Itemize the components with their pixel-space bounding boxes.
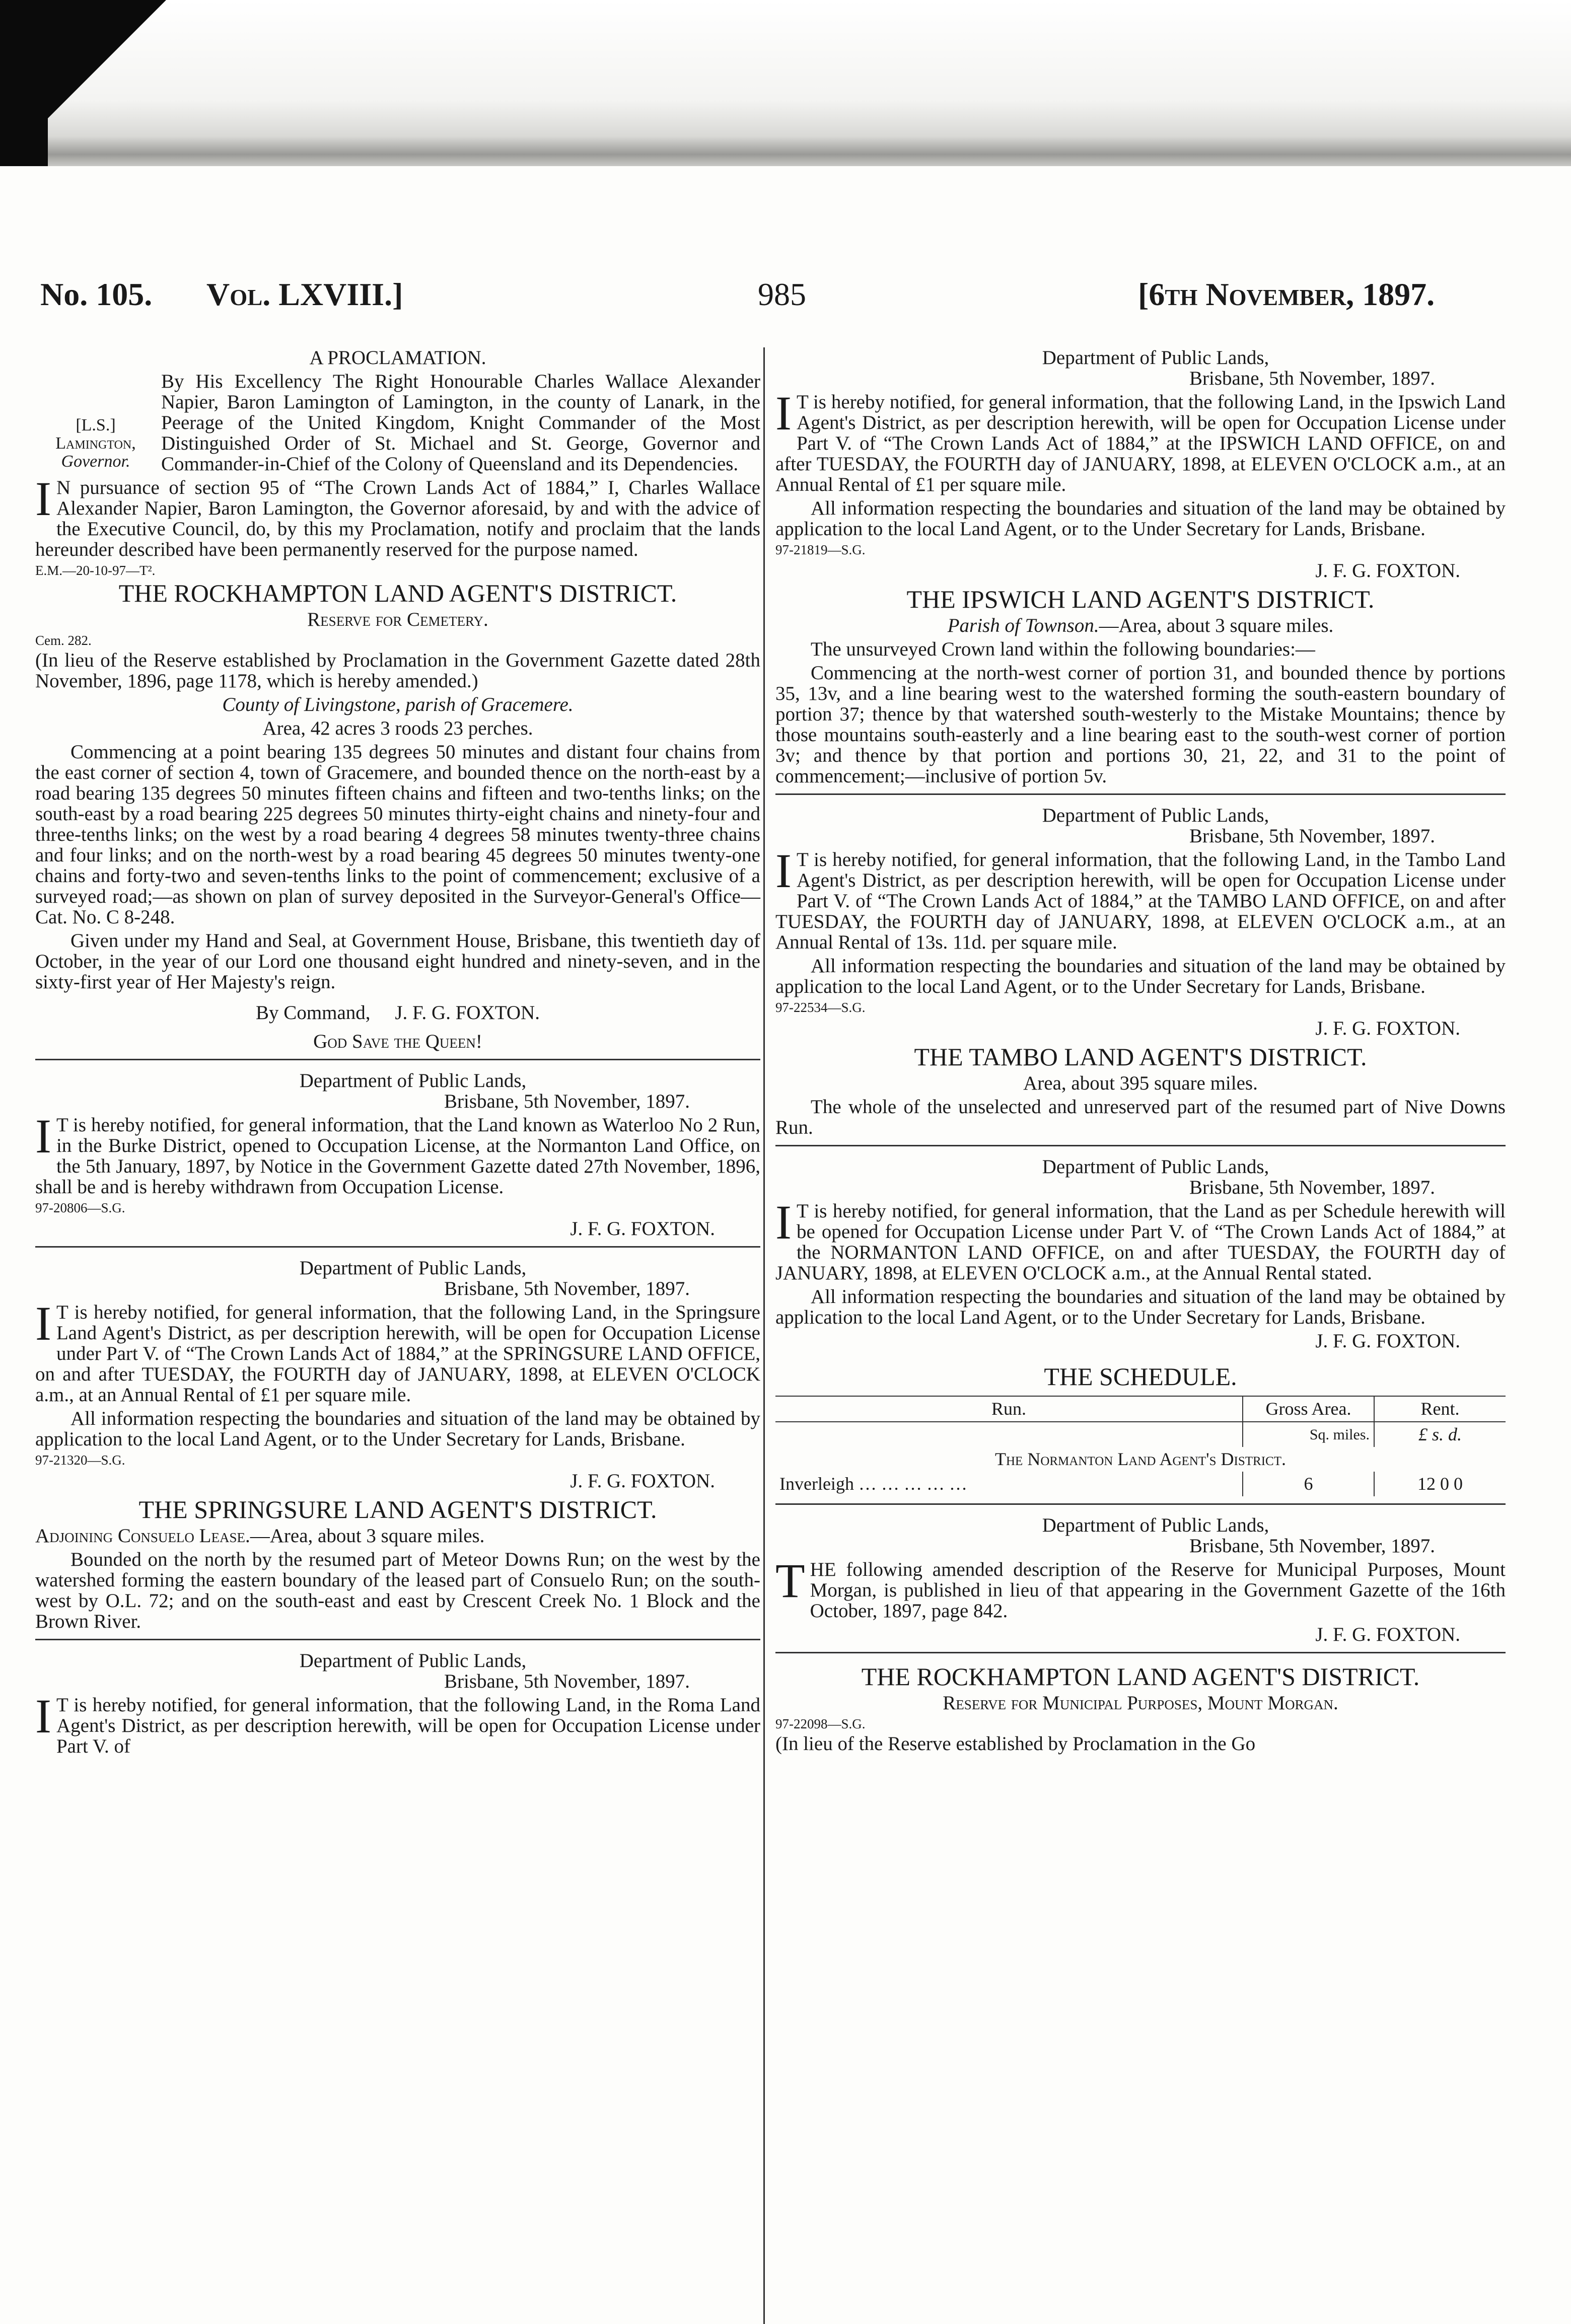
dropcap-i: I xyxy=(35,1296,51,1350)
row-rent: 12 0 0 xyxy=(1374,1472,1506,1496)
notice-signature: J. F. G. FOXTON. xyxy=(570,1218,715,1240)
notice-lieu: (In lieu of the Reserve established by Proclamation in the Go xyxy=(775,1733,1256,1755)
seal-mark: [L.S.] xyxy=(76,416,116,434)
notice-area: —Area, about 3 square miles. xyxy=(250,1525,485,1547)
issue-date: [6th November, 1897. xyxy=(1138,276,1435,312)
separator xyxy=(775,1145,1506,1146)
col-run: Run. xyxy=(775,1396,1243,1422)
schedule-units-row xyxy=(775,1422,1506,1447)
dept-heading: Department of Public Lands, xyxy=(1042,805,1269,826)
notice-body: T is hereby notified, for general information, that the following Land, in the Ipswich Land Agent's District, as per description herewith, will be open for Occupation License under Part V. of “The Crown Lands Act of 1884,” at the IPSWICH LAND OFFICE, on and after TUESDAY, the FOURTH day of JANUARY, 1898, at ELEVEN O'CLOCK a.m., at an Annual Rental of £1 per square mile. xyxy=(775,391,1506,495)
dept-place-date: Brisbane, 5th November, 1897. xyxy=(444,1671,690,1692)
dept-place-date: Brisbane, 5th November, 1897. xyxy=(444,1278,690,1299)
separator xyxy=(775,1503,1506,1505)
cemetery-ref: Cem. 282. xyxy=(35,633,92,648)
notice-springsure xyxy=(35,1258,760,1632)
gazette-header xyxy=(40,276,1521,321)
dept-heading: Department of Public Lands, xyxy=(299,1257,527,1279)
notice-signature: J. F. G. FOXTON. xyxy=(1315,560,1460,582)
notice-roma xyxy=(35,1650,760,1757)
notice-parish: Parish of Townson. xyxy=(947,615,1099,636)
table-row xyxy=(775,1472,1506,1496)
scan-edge-shadow xyxy=(0,0,48,166)
seal-title: Governor. xyxy=(61,452,130,471)
notice-district: THE ROCKHAMPTON LAND AGENT'S DISTRICT. xyxy=(861,1662,1420,1691)
dropcap-i: I xyxy=(775,1195,792,1249)
notice-body: T is hereby notified, for general information, that the following Land, in the Springsure Land Agent's District, as per description herewith, will be open for Occupation License under Part V. of “The Crown Lands Act of 1884,” at the SPRINGSURE LAND OFFICE, on and after TUESDAY, the FOURTH day of JANUARY, 1898, at ELEVEN O'CLOCK a.m., at an Annual Rental of £1 per square mile. xyxy=(35,1301,760,1406)
schedule-district-row xyxy=(775,1447,1506,1472)
separator xyxy=(35,1639,760,1640)
dept-place-date: Brisbane, 5th November, 1897. xyxy=(1189,1535,1435,1557)
dept-heading: Department of Public Lands, xyxy=(299,1070,527,1092)
row-area: 6 xyxy=(1243,1472,1374,1496)
proclamation-lieu: (In lieu of the Reserve established by Proclamation in the Government Gazette dated 28th November, 1896, page 1178, which is hereby amended.) xyxy=(35,649,760,692)
notice-signature: J. F. G. FOXTON. xyxy=(1315,1330,1460,1352)
column-divider xyxy=(763,347,765,2324)
proclamation xyxy=(35,347,760,1052)
proclamation-byline: By His Excellency The Right Honourable Charles Wallace Alexander Napier, Baron Lamington of Lamington, in the county of Lanark, in the Peerage of the United Kingdom, Knight Commander of the Most Distinguished Order of St. Michael and St. George, Governor and Commander-in-Chief of the Colony of Queensland and its Dependencies. xyxy=(161,371,760,475)
unit-rent: £ s. d. xyxy=(1374,1422,1506,1447)
notice-mount-morgan xyxy=(775,1515,1506,1754)
notice-ipswich xyxy=(775,347,1506,786)
notice-ref: 97-22534—S.G. xyxy=(775,1000,866,1015)
page-number: 985 xyxy=(758,276,806,312)
seal-block xyxy=(35,371,156,477)
proclamation-district: THE ROCKHAMPTON LAND AGENT'S DISTRICT. xyxy=(118,579,677,607)
col-rent: Rent. xyxy=(1374,1396,1506,1422)
dept-heading: Department of Public Lands, xyxy=(299,1650,527,1672)
notice-ref: 97-22098—S.G. xyxy=(775,1716,866,1731)
proclamation-area: Area, 42 acres 3 roods 23 perches. xyxy=(262,717,533,739)
notice-signature: J. F. G. FOXTON. xyxy=(570,1470,715,1492)
notice-desc: The whole of the unselected and unreserved part of the resumed part of Nive Downs Run. xyxy=(775,1096,1506,1138)
notice-ref: 97-20806—S.G. xyxy=(35,1200,125,1215)
row-run: Inverleigh … … … … … xyxy=(779,1474,967,1494)
dept-heading: Department of Public Lands, xyxy=(1042,1514,1269,1536)
proclamation-signature: J. F. G. FOXTON. xyxy=(395,1002,540,1024)
dept-place-date: Brisbane, 5th November, 1897. xyxy=(1189,825,1435,847)
notice-district: THE SPRINGSURE LAND AGENT'S DISTRICT. xyxy=(138,1495,657,1523)
notice-waterloo xyxy=(35,1070,760,1239)
dept-place-date: Brisbane, 5th November, 1897. xyxy=(444,1091,690,1112)
notice-lead: The unsurveyed Crown land within the following boundaries:— xyxy=(811,638,1315,660)
proclamation-subtitle: Reserve for Cemetery. xyxy=(307,609,488,630)
separator xyxy=(775,1652,1506,1653)
dropcap-t: T xyxy=(775,1554,805,1608)
notice-body: T is hereby notified, for general information, that the following Land, in the Tambo Land Agent's District, as per description herewith, will be open for Occupation License under Part V. of “The Crown Lands Act of 1884,” at the TAMBO LAND OFFICE, on and after TUESDAY, the FOURTH day of JANUARY, 1898, at ELEVEN O'CLOCK a.m., at an Annual Rental of 13s. 11d. per square mile. xyxy=(775,849,1506,953)
dropcap-i: I xyxy=(775,844,792,898)
notice-body: T is hereby notified, for general information, that the Land known as Waterloo No 2 Run, in the Burke District, opened to Occupation License, at the Normanton Land Office, on the 5th January, 1897, by Notice in the Government Gazette dated 27th November, 1896, shall be and is hereby withdrawn from Occupation License. xyxy=(35,1114,760,1198)
by-command: By Command, xyxy=(256,1002,371,1024)
dropcap-i: I xyxy=(35,472,51,526)
dept-heading: Department of Public Lands, xyxy=(1042,1156,1269,1178)
notice-body: HE following amended description of the Reserve for Municipal Purposes, Mount Morgan, is published in lieu of that appearing in the Government Gazette of the 16th October, 1897, page 842. xyxy=(810,1559,1506,1622)
notice-info: All information respecting the boundaries and situation of the land may be obtained by application to the local Land Agent, or to the Under Secretary for Lands, Brisbane. xyxy=(35,1408,760,1450)
notice-ref: 97-21819—S.G. xyxy=(775,542,866,557)
notice-area: —Area, about 3 square miles. xyxy=(1099,615,1334,636)
notice-area: Area, about 395 square miles. xyxy=(1023,1072,1258,1094)
notice-subtitle: Adjoining Consuelo Lease. xyxy=(35,1525,250,1547)
notice-district: THE TAMBO LAND AGENT'S DISTRICT. xyxy=(914,1043,1367,1071)
notice-info: All information respecting the boundaries and situation of the land may be obtained by application to the local Land Agent, or to the Under Secretary for Lands, Brisbane. xyxy=(775,497,1506,540)
proclamation-command xyxy=(35,1002,760,1023)
separator xyxy=(35,1246,760,1248)
proclamation-description: Commencing at a point bearing 135 degrees 50 minutes and distant four chains from the east corner of section 4, town of Gracemere, and bounded thence on the north-east by a road bearing 135 degrees 50 minutes fifteen chains and fifteen and two-tenths links; on the south-east by a road bearing 225 degrees 50 minutes thirty-eight chains and ninety-four and three-tenths links; on the west by a road bearing 4 degrees 58 minutes twenty-three chains and four links; and on the north-west by a road bearing 45 degrees 50 minutes twenty-one chains and forty-two and seven-tenths links to the point of commencement; exclusive of a surveyed road;—as shown on plan of survey deposited in the Surveyor-General's Office—Cat. No. C 8-248. xyxy=(35,741,760,928)
proclamation-given: Given under my Hand and Seal, at Government House, Brisbane, this twentieth day of October, in the year of our Lord one thousand eight hundred and ninety-seven, and in the sixty-first year of Her Majesty's reign. xyxy=(35,930,760,993)
unit-area: Sq. miles. xyxy=(1243,1422,1374,1447)
proclamation-ref: E.M.—20-10-97—T². xyxy=(35,563,156,578)
separator xyxy=(35,1059,760,1060)
notice-signature: J. F. G. FOXTON. xyxy=(1315,1018,1460,1039)
scan-margin xyxy=(0,0,1571,166)
dropcap-i: I xyxy=(775,386,792,440)
issue-number: No. 105. xyxy=(40,276,153,312)
seal-name: Lamington, xyxy=(55,434,136,453)
proclamation-county: County of Livingstone, parish of Gracemere. xyxy=(222,694,574,715)
notice-ref: 97-21320—S.G. xyxy=(35,1452,125,1468)
dropcap-i: I xyxy=(35,1109,51,1163)
notice-bounds: Bounded on the north by the resumed part of Meteor Downs Run; on the west by the watershed forming the eastern boundary of the leased part of Consuelo Run; on the south-west by O.L. 72; and on the south-east and east by Crescent Creek No. 1 Block and the Brown River. xyxy=(35,1549,760,1632)
notice-district: THE IPSWICH LAND AGENT'S DISTRICT. xyxy=(906,585,1375,613)
notice-body: T is hereby notified, for general information, that the following Land, in the Roma Land Agent's District, as per description herewith, will be open for Occupation License under Part V. of xyxy=(56,1694,760,1757)
god-save-the-queen: God Save the Queen! xyxy=(313,1031,482,1052)
schedule-header-row xyxy=(775,1396,1506,1422)
col-gross-area: Gross Area. xyxy=(1243,1396,1374,1422)
schedule-title: THE SCHEDULE. xyxy=(1044,1362,1237,1391)
schedule-district: The Normanton Land Agent's District. xyxy=(995,1449,1286,1469)
notice-bounds: Commencing at the north-west corner of portion 31, and bounded thence by portions 35, 13v, and a line bearing west to the watershed forming the south-eastern boundary of portion 37; thence by that watershed south-westerly to the Mistake Mountains; thence by those mountains south-easterly and a line bearing east to the south-west corner of portion 3v; and thence by that portion and portions 30, 21, 22, and 31 to the point of commencement;—inclusive of portion 5v. xyxy=(775,662,1506,787)
notice-signature: J. F. G. FOXTON. xyxy=(1315,1624,1460,1645)
volume-number: Vol. LXVIII.] xyxy=(206,276,403,312)
notice-area-line xyxy=(775,615,1506,636)
left-column xyxy=(35,347,760,1760)
dropcap-i: I xyxy=(35,1689,51,1743)
notice-tambo xyxy=(775,805,1506,1138)
notice-info: All information respecting the boundaries and situation of the land may be obtained by application to the local Land Agent, or to the Under Secretary for Lands, Brisbane. xyxy=(775,1286,1506,1328)
schedule-table xyxy=(775,1396,1506,1496)
dept-heading: Department of Public Lands, xyxy=(1042,347,1269,369)
notice-info: All information respecting the boundaries and situation of the land may be obtained by application to the local Land Agent, or to the Under Secretary for Lands, Brisbane. xyxy=(775,955,1506,997)
right-column xyxy=(775,347,1506,1757)
notice-subtitle: Reserve for Municipal Purposes, Mount Morgan. xyxy=(943,1692,1338,1714)
dept-place-date: Brisbane, 5th November, 1897. xyxy=(1189,1177,1435,1198)
notice-normanton xyxy=(775,1156,1506,1496)
proclamation-title: A PROCLAMATION. xyxy=(309,347,486,369)
notice-body: T is hereby notified, for general information, that the Land as per Schedule herewith will be opened for Occupation License under Part V. of “The Crown Lands Act of 1884,” at the NORMANTON LAND OFFICE, on and after TUESDAY, the FOURTH day of JANUARY, 1898, at ELEVEN O'CLOCK a.m., at the Annual Rental stated. xyxy=(775,1200,1506,1284)
notice-area-line xyxy=(35,1526,760,1546)
proclamation-body: N pursuance of section 95 of “The Crown Lands Act of 1884,” I, Charles Wallace Alexander Napier, Baron Lamington, the Governor aforesaid, by and with the advice of the Executive Council, do, by this my Proclamation, notify and proclaim that the lands hereunder described have been permanently reserved for the purpose named. xyxy=(35,477,760,560)
separator xyxy=(775,793,1506,795)
dept-place-date: Brisbane, 5th November, 1897. xyxy=(1189,368,1435,389)
